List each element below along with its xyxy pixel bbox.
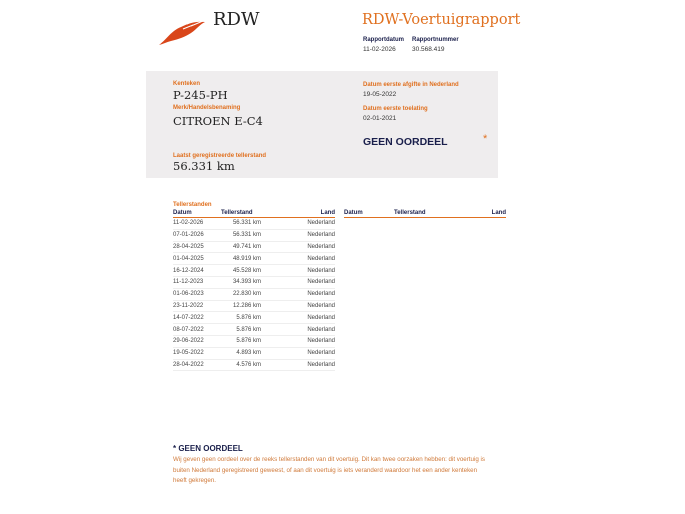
row-date: 16-12-2024 [173, 265, 221, 277]
row-odo: 22.830 km [221, 288, 261, 300]
make: CITROEN E-C4 [173, 114, 263, 128]
table-row [173, 241, 335, 253]
col-country: Land [261, 210, 335, 218]
first-admission-label: Datum eerste toelating [363, 106, 428, 112]
row-date: 07-01-2026 [173, 229, 221, 241]
first-issue-nl-label: Datum eerste afgifte in Nederland [363, 82, 459, 88]
table-row [173, 229, 335, 241]
report-date-label: Rapportdatum [363, 37, 404, 43]
row-odo: 56.331 km [221, 229, 261, 241]
table-row [173, 347, 335, 359]
col-odo-2: Tellerstand [394, 210, 471, 218]
row-date: 28-04-2022 [173, 359, 221, 371]
table-row [173, 324, 335, 336]
row-odo: 5.876 km [221, 324, 261, 336]
first-admission: 02-01-2021 [363, 115, 397, 122]
verdict: GEEN OORDEEL [363, 136, 448, 148]
row-date: 19-05-2022 [173, 347, 221, 359]
table-row [173, 312, 335, 324]
table-row [173, 288, 335, 300]
make-label: Merk/Handelsbenaming [173, 105, 241, 111]
row-odo: 5.876 km [221, 312, 261, 324]
plate-label: Kenteken [173, 81, 201, 87]
plate: P-245-PH [173, 88, 228, 102]
row-country: Nederland [261, 265, 335, 277]
last-odo-label: Laatst geregistreerde tellerstand [173, 153, 267, 159]
row-odo: 56.331 km [221, 218, 261, 230]
footnote-title: * GEEN OORDEEL [173, 444, 243, 453]
row-date: 11-02-2026 [173, 218, 221, 230]
row-date: 23-11-2022 [173, 300, 221, 312]
row-date: 08-07-2022 [173, 324, 221, 336]
report-date: 11-02-2026 [363, 46, 396, 53]
row-odo: 4.893 km [221, 347, 261, 359]
row-odo: 34.393 km [221, 276, 261, 288]
row-country: Nederland [261, 312, 335, 324]
brand-name: RDW [213, 9, 260, 30]
table-row [173, 265, 335, 277]
row-country: Nederland [261, 324, 335, 336]
row-country: Nederland [261, 218, 335, 230]
odometer-title: Tellerstanden [173, 202, 212, 208]
last-odo: 56.331 km [173, 159, 235, 173]
row-date: 11-12-2023 [173, 276, 221, 288]
row-country: Nederland [261, 300, 335, 312]
rdw-logo-icon [157, 17, 207, 47]
row-country: Nederland [261, 335, 335, 347]
odometer-table [173, 210, 335, 371]
row-country: Nederland [261, 288, 335, 300]
row-country: Nederland [261, 276, 335, 288]
table-row [173, 276, 335, 288]
row-country: Nederland [261, 359, 335, 371]
verdict-asterisk: * [483, 133, 488, 145]
col-country-2: Land [471, 210, 506, 218]
col-odo: Tellerstand [221, 210, 261, 218]
first-issue-nl: 19-05-2022 [363, 91, 397, 98]
row-country: Nederland [261, 241, 335, 253]
table-row [173, 218, 335, 230]
row-date: 14-07-2022 [173, 312, 221, 324]
row-date: 01-04-2025 [173, 253, 221, 265]
row-odo: 12.286 km [221, 300, 261, 312]
row-country: Nederland [261, 347, 335, 359]
odometer-table-2 [344, 210, 506, 218]
col-date-2: Datum [344, 210, 394, 218]
row-date: 28-04-2025 [173, 241, 221, 253]
table-row [173, 300, 335, 312]
table-row [173, 335, 335, 347]
report-number: 30.568.419 [412, 46, 445, 53]
row-country: Nederland [261, 229, 335, 241]
table-row [173, 359, 335, 371]
row-country: Nederland [261, 253, 335, 265]
row-date: 29-06-2022 [173, 335, 221, 347]
row-odo: 48.919 km [221, 253, 261, 265]
report-title: RDW-Voertuigrapport [362, 12, 521, 28]
row-odo: 5.876 km [221, 335, 261, 347]
col-date: Datum [173, 210, 221, 218]
row-odo: 49.741 km [221, 241, 261, 253]
row-date: 01-06-2023 [173, 288, 221, 300]
report-number-label: Rapportnummer [412, 37, 459, 43]
row-odo: 45.528 km [221, 265, 261, 277]
footnote-text: Wij geven geen oordeel over de reeks tellerstanden van dit voertuig. Dit kan twee oorzaken hebben: dit voertuig is buiten Nederland geregistreerd geweest, of aan dit voertuig is iets veranderd waardoor het een ander kenteken heeft gekregen. [173, 456, 485, 484]
table-row [173, 253, 335, 265]
row-odo: 4.576 km [221, 359, 261, 371]
